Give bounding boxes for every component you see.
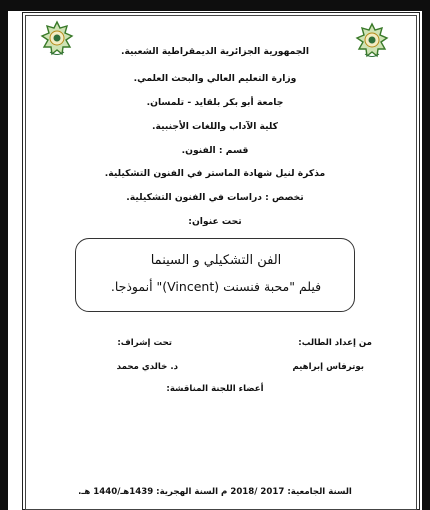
title-box xyxy=(75,238,355,312)
academic-year: السنة الجامعية: 2017 /2018 م السنة الهجرية: 1439هـ/1440 هـ. xyxy=(78,487,352,497)
header-university: جامعة أبو بكر بلقايد - تلمسان. xyxy=(146,97,284,108)
header-ministry: وزارة التعليم العالي والبحث العلمي. xyxy=(133,73,297,84)
thesis-title: الفن التشكيلي و السينما xyxy=(150,253,282,268)
supervisor-label: تحت إشراف: xyxy=(117,338,172,348)
header-thesis-type: مذكرة لنيل شهادة الماستر في الفنون التشكيلية. xyxy=(104,168,326,179)
committee-label: أعضاء اللجنة المناقشة: xyxy=(166,384,264,394)
header-under-title: تحت عنوان: xyxy=(188,216,242,227)
thesis-subtitle: فيلم "محبة فنسنت (Vincent)" أنموذجا. xyxy=(110,279,322,294)
supervisor-name: د. خالدي محمد xyxy=(116,362,178,372)
header-faculty: كلية الآداب واللغات الأجنبية. xyxy=(152,121,278,132)
header-department: قسم : الفنون. xyxy=(181,145,249,156)
student-label: من إعداد الطالب: xyxy=(298,338,372,348)
header-republic: الجمهورية الجزائرية الديمقراطية الشعبية. xyxy=(120,46,310,57)
student-name: بوترفاس إبراهيم xyxy=(292,362,364,372)
header-specialty: تخصص : دراسات في الفنون التشكيلية. xyxy=(126,192,304,203)
